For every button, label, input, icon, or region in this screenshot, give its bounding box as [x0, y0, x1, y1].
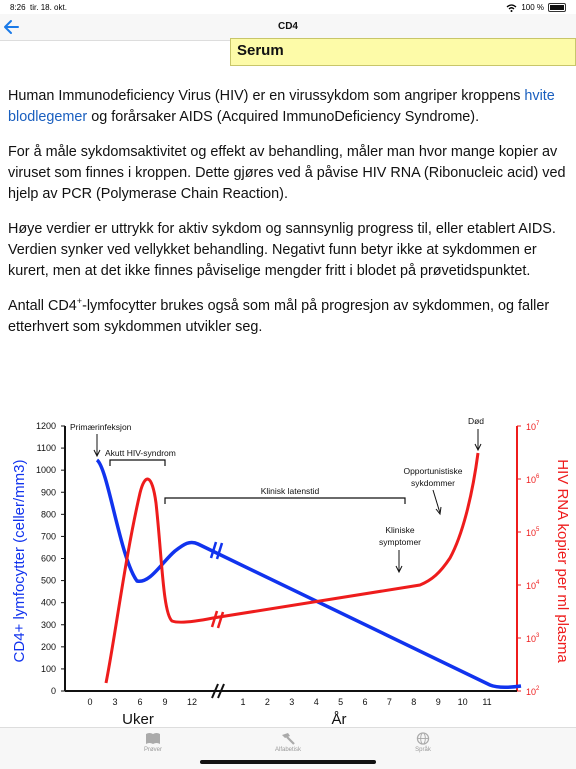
acute-hiv-label: Akutt HIV-syndrom: [105, 448, 176, 458]
tab-language-label: Språk: [415, 747, 431, 753]
left-tick-label: 900: [40, 487, 56, 498]
battery-icon: [548, 3, 566, 12]
x-year-tick-label: 5: [338, 697, 344, 707]
x-weeks-label: Uker: [122, 711, 154, 726]
left-tick-label: 1100: [36, 443, 56, 454]
svg-text:4: 4: [536, 580, 540, 586]
home-indicator: [200, 760, 376, 764]
tab-alphabetical[interactable]: [258, 732, 318, 753]
right-tick-label: [526, 421, 540, 432]
x-week-tick-label: 0: [87, 697, 93, 707]
right-axis-title: HIV RNA kopier per ml plasma: [554, 459, 571, 663]
x-week-tick-label: 12: [186, 697, 198, 707]
x-year-tick-label: 8: [411, 697, 417, 707]
opportunistic-label-1: Opportunistiske: [403, 466, 463, 476]
right-tick-label: [526, 580, 540, 591]
x-year-tick-label: 3: [289, 697, 295, 707]
clinical-symptoms-label-1: Kliniske: [385, 525, 415, 535]
page-title: CD4: [277, 21, 298, 32]
left-tick-label: 400: [40, 597, 56, 608]
left-tick-label: 800: [40, 509, 56, 520]
left-tick-label: 1000: [35, 465, 56, 476]
tab-alphabetical-label: Alfabetisk: [274, 747, 301, 753]
clinical-symptoms-label-2: symptomer: [378, 537, 422, 547]
x-week-tick-label: 9: [162, 697, 168, 707]
navigation-bar: [0, 14, 576, 41]
clinical-latency-bracket: [165, 498, 405, 504]
tab-tests[interactable]: [123, 732, 183, 753]
right-tick-label: [526, 633, 540, 644]
white-blood-cells-link[interactable]: hvite blodlegemer: [8, 88, 555, 125]
wifi-icon: [506, 4, 517, 12]
left-tick-label: 600: [40, 553, 56, 564]
right-tick-label: [526, 686, 540, 697]
x-year-tick-label: 10: [457, 697, 468, 707]
left-tick-label: 500: [40, 575, 56, 586]
x-week-tick-label: 6: [137, 697, 143, 707]
left-tick-label: 0: [50, 686, 56, 696]
svg-text:10: 10: [526, 528, 537, 538]
svg-text:2: 2: [536, 686, 540, 692]
svg-text:7: 7: [536, 421, 540, 427]
opportunistic-label-2: sykdommer: [411, 478, 455, 488]
svg-text:10: 10: [526, 687, 537, 697]
x-year-tick-label: 11: [482, 697, 492, 707]
battery-percent: 100 %: [521, 3, 544, 12]
status-time: 8:26 tir. 18. okt.: [10, 3, 67, 12]
status-bar: [0, 0, 576, 14]
svg-text:10: 10: [526, 475, 537, 485]
x-year-tick-label: 1: [240, 697, 246, 707]
right-tick-label: [526, 527, 540, 538]
primary-infection-label: Primærinfeksjon: [70, 422, 132, 432]
clinical-latency-label: Klinisk latenstid: [260, 486, 320, 496]
acute-hiv-bracket: [110, 460, 165, 466]
paragraph-cd4: Antall CD4+-lymfocytter brukes også som mål på progresjon av sykdommen, og faller etterhvert som sykdommen utvikler seg.: [8, 296, 550, 335]
left-tick-label: 700: [40, 531, 56, 542]
book-icon: [145, 732, 161, 745]
hammer-icon: [280, 732, 296, 745]
paragraph-measurement: For å måle sykdomsaktivitet og effekt av behandling, måler man hvor mange kopier av viruset som finnes i kroppen. Dette gjøres ved å påvise HIV RNA (Ribonucleic acid) ved hjelp av PCR (Polymerase Chain Reaction).: [8, 144, 566, 202]
rna-break-mark: [212, 611, 223, 628]
svg-text:10: 10: [526, 422, 537, 432]
left-axis-ticks: [36, 421, 65, 696]
paragraph-hiv: Human Immunodeficiency Virus (HIV) er en virussykdom som angriper kroppens hvite blodlegemer og forårsaker AIDS (Acquired ImmunoDeficiency Syndrome).: [8, 88, 555, 125]
svg-text:3: 3: [536, 633, 540, 639]
svg-text:10: 10: [526, 634, 537, 644]
x-year-tick-label: 4: [313, 697, 319, 707]
paragraph-values: Høye verdier er uttrykk for aktiv sykdom og sannsynlig progress til, eller etablert AIDS. Verdien synker ved vellykket behandling. Negativt funn betyr ikke at sykdommen er kurert, men at det ikke finnes påviselige mengder fritt i blodet på prøvetidspunktet.: [8, 221, 556, 279]
svg-text:10: 10: [526, 581, 537, 591]
x-year-tick-label: 6: [362, 697, 368, 707]
status-right: [506, 3, 566, 12]
globe-icon: [416, 732, 430, 745]
article-body: [8, 86, 568, 352]
tab-language[interactable]: [393, 732, 453, 753]
tab-tests-label: Prøver: [144, 747, 162, 753]
x-year-tick-label: 9: [435, 697, 441, 707]
left-tick-label: 100: [40, 663, 56, 674]
left-tick-label: 200: [40, 641, 56, 652]
right-tick-label: [526, 474, 540, 485]
x-years-label: År: [331, 711, 347, 726]
death-label: Død: [467, 416, 485, 426]
x-year-tick-label: 2: [264, 697, 270, 707]
left-tick-label: 300: [40, 619, 56, 630]
svg-text:6: 6: [536, 474, 540, 480]
section-label: Serum: [230, 38, 576, 66]
left-axis-title: CD4+ lymfocytter (celler/mm3): [11, 459, 28, 663]
hiv-progression-chart: [0, 408, 576, 726]
svg-text:5: 5: [536, 527, 540, 533]
right-axis-ticks: [517, 421, 540, 697]
x-year-tick-label: 7: [386, 697, 392, 707]
x-axis-ticks: [87, 697, 491, 707]
x-week-tick-label: 3: [112, 697, 118, 707]
left-tick-label: 1200: [35, 421, 56, 431]
